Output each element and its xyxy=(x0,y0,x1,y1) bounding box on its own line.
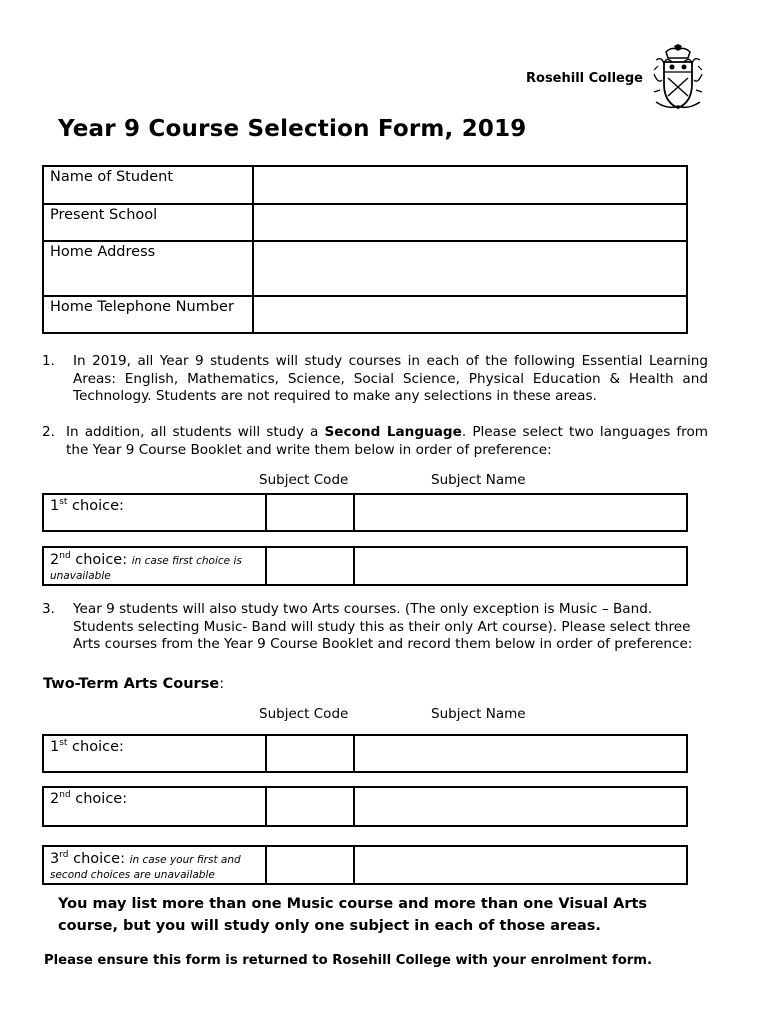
choice-ordinal: 1 xyxy=(50,738,60,755)
choice-note: in case first choice is unavailable xyxy=(50,554,242,582)
subject-name-header-1: Subject Name xyxy=(431,472,526,488)
choice-label xyxy=(43,547,266,585)
choice-ordinal: 2 xyxy=(50,790,60,807)
section-1-number: 1. xyxy=(42,353,55,369)
subject-code-header-1: Subject Code xyxy=(259,472,349,488)
section-1 xyxy=(42,353,708,406)
section-1-text: In 2019, all Year 9 students will study courses in each of the following Essential Learning Areas: English, Mathematics, Science, Social Science, Physical Education & Health and Technology. Students are not required to make any selections in these areas. xyxy=(73,353,708,404)
two-term-arts-heading-text: Two-Term Arts Course xyxy=(43,676,220,692)
choice-ordinal-suffix: nd xyxy=(59,790,71,800)
subject-code-header-2: Subject Code xyxy=(259,706,349,722)
home-address-field[interactable] xyxy=(253,241,687,296)
choice-label xyxy=(43,787,266,826)
name-of-student-label: Name of Student xyxy=(43,166,253,204)
home-telephone-field[interactable] xyxy=(253,296,687,333)
choice-ordinal: 3 xyxy=(50,850,60,867)
second-language-emphasis: Second Language xyxy=(324,424,462,440)
form-title: Year 9 Course Selection Form, 2019 xyxy=(58,116,527,142)
home-address-label: Home Address xyxy=(43,241,253,296)
present-school-field[interactable] xyxy=(253,204,687,241)
section-2 xyxy=(42,424,708,459)
section-2-text xyxy=(66,424,708,459)
choice-ordinal: 1 xyxy=(50,497,60,514)
section-2-number: 2. xyxy=(42,424,55,440)
choice-ordinal: 2 xyxy=(50,551,60,568)
arts-choice-2-row xyxy=(42,786,688,827)
choice-text: choice: xyxy=(68,850,125,867)
section-3-text: Year 9 students will also study two Arts courses. (The only exception is Music – Band. Students selecting Music- Band will study this as their only Art course). Please select three Arts courses from the Year 9 Course Booklet and record them below in order of preference: xyxy=(73,601,693,652)
choice-label xyxy=(43,494,266,531)
subject-code-field[interactable] xyxy=(266,547,354,585)
subject-name-field[interactable] xyxy=(354,494,687,531)
language-choice-1-row xyxy=(42,493,688,532)
arts-choice-1-row xyxy=(42,734,688,773)
choice-label xyxy=(43,735,266,772)
choice-ordinal-suffix: st xyxy=(59,497,68,507)
subject-code-field[interactable] xyxy=(266,787,354,826)
subject-code-field[interactable] xyxy=(266,735,354,772)
choice-label xyxy=(43,846,266,884)
choice-note: in case your first and second choices are unavailable xyxy=(50,853,241,881)
student-info-table xyxy=(42,165,688,334)
subject-name-field[interactable] xyxy=(354,547,687,585)
subject-name-field[interactable] xyxy=(354,787,687,826)
subject-name-field[interactable] xyxy=(354,735,687,772)
choice-text: choice: xyxy=(70,551,128,568)
subject-code-field[interactable] xyxy=(266,494,354,531)
college-crest-icon xyxy=(650,44,706,112)
home-telephone-label: Home Telephone Number xyxy=(43,296,253,333)
arts-note: You may list more than one Music course and more than one Visual Arts course, but you will study only one subject in each of those areas. xyxy=(58,896,648,934)
two-term-arts-heading-colon: : xyxy=(219,676,225,692)
language-choice-2-row xyxy=(42,546,688,586)
section-3 xyxy=(42,601,708,654)
college-name: Rosehill College xyxy=(526,71,643,86)
choice-ordinal-suffix: st xyxy=(59,738,68,748)
subject-name-header-2: Subject Name xyxy=(431,706,526,722)
choice-text: choice: xyxy=(67,497,124,514)
name-of-student-field[interactable] xyxy=(253,166,687,204)
present-school-label: Present School xyxy=(43,204,253,241)
choice-ordinal-suffix: nd xyxy=(59,551,71,561)
arts-choice-3-row xyxy=(42,845,688,885)
choice-text: choice: xyxy=(70,790,128,807)
subject-code-field[interactable] xyxy=(266,846,354,884)
two-term-arts-heading xyxy=(43,676,224,692)
section-3-number: 3. xyxy=(42,601,55,617)
section-2-text-after: . Please select two languages from the Year 9 Course Booklet and write them below in order of preference: xyxy=(66,424,709,458)
section-2-text-before: In addition, all students will study a xyxy=(66,424,325,440)
subject-name-field[interactable] xyxy=(354,846,687,884)
return-instruction: Please ensure this form is returned to Rosehill College with your enrolment form. xyxy=(44,953,653,968)
choice-ordinal-suffix: rd xyxy=(59,850,69,860)
choice-text: choice: xyxy=(67,738,124,755)
